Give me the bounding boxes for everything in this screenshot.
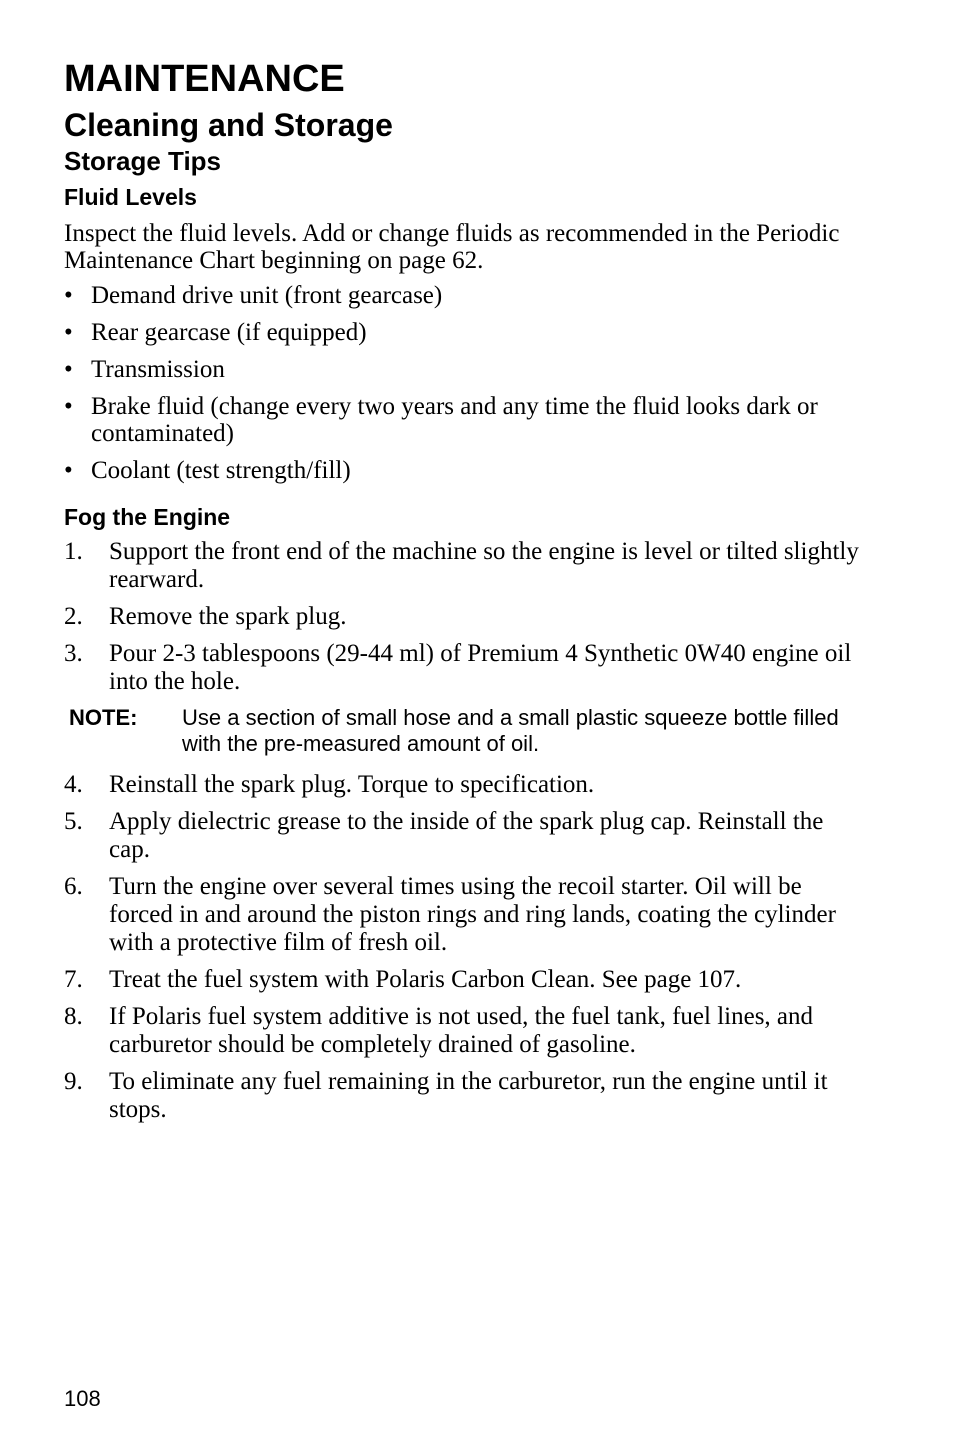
bullet-marker: • [64, 282, 73, 309]
note-label: NOTE: [69, 705, 138, 730]
step-text: Treat the fuel system with Polaris Carbon Clean. See page 107. [109, 966, 742, 993]
step-item [64, 873, 864, 957]
list-item [64, 393, 864, 447]
step-item [64, 1068, 864, 1124]
step-text: Support the front end of the machine so the engine is level or tilted slightly rearward. [109, 538, 859, 593]
step-text: Remove the spark plug. [109, 603, 347, 630]
document-page [64, 56, 864, 1133]
fog-engine-heading: Fog the Engine [64, 504, 231, 530]
bullet-marker: • [64, 319, 73, 346]
step-number: 7. [64, 966, 83, 993]
fog-engine-steps-part-1 [64, 538, 864, 696]
step-number: 5. [64, 808, 83, 835]
chapter-title: MAINTENANCE [64, 58, 345, 100]
fluid-levels-list [64, 282, 864, 484]
step-item [64, 1003, 864, 1059]
list-item-text: Coolant (test strength/fill) [91, 457, 351, 484]
note-text: Use a section of small hose and a small plastic squeeze bottle filled with the pre-measured amount of oil. [182, 705, 839, 756]
list-item-text: Demand drive unit (front gearcase) [91, 282, 443, 309]
fluid-levels-heading: Fluid Levels [64, 184, 197, 210]
section-title: Cleaning and Storage [64, 107, 393, 143]
page-number: 108 [64, 1386, 101, 1411]
step-text: Reinstall the spark plug. Torque to specification. [109, 771, 595, 798]
step-number: 9. [64, 1068, 83, 1095]
step-number: 3. [64, 640, 83, 667]
note-box [64, 705, 864, 757]
step-number: 2. [64, 603, 83, 630]
list-item [64, 319, 864, 346]
step-text: Turn the engine over several times using the recoil starter. Oil will be forced in and around the piston rings and ring lands, coating the cylinder with a protective film of fresh oil. [109, 873, 836, 956]
step-item [64, 603, 864, 631]
step-item [64, 640, 864, 696]
fluid-levels-intro: Inspect the fluid levels. Add or change fluids as recommended in the Periodic Maintenance Chart beginning on page 62. [64, 220, 840, 274]
bullet-marker: • [64, 393, 73, 420]
list-item [64, 356, 864, 383]
step-item [64, 966, 864, 994]
list-item-text: Brake fluid (change every two years and any time the fluid looks dark or contaminated) [91, 393, 818, 447]
step-number: 6. [64, 873, 83, 900]
step-item [64, 538, 864, 594]
bullet-marker: • [64, 457, 73, 484]
subsection-title: Storage Tips [64, 146, 222, 176]
step-text: If Polaris fuel system additive is not used, the fuel tank, fuel lines, and carburetor should be completely drained of gasoline. [109, 1003, 814, 1058]
step-number: 1. [64, 538, 83, 565]
list-item-text: Rear gearcase (if equipped) [91, 319, 367, 346]
step-text: Pour 2-3 tablespoons (29-44 ml) of Premium 4 Synthetic 0W40 engine oil into the hole. [109, 640, 852, 695]
list-item [64, 282, 864, 309]
step-text: To eliminate any fuel remaining in the carburetor, run the engine until it stops. [109, 1068, 828, 1123]
list-item [64, 457, 864, 484]
step-item [64, 808, 864, 864]
bullet-marker: • [64, 356, 73, 383]
step-number: 4. [64, 771, 83, 798]
step-item [64, 771, 864, 799]
step-number: 8. [64, 1003, 83, 1030]
list-item-text: Transmission [91, 356, 225, 383]
step-text: Apply dielectric grease to the inside of the spark plug cap. Reinstall the cap. [109, 808, 824, 863]
fog-engine-steps-part-2 [64, 771, 864, 1124]
